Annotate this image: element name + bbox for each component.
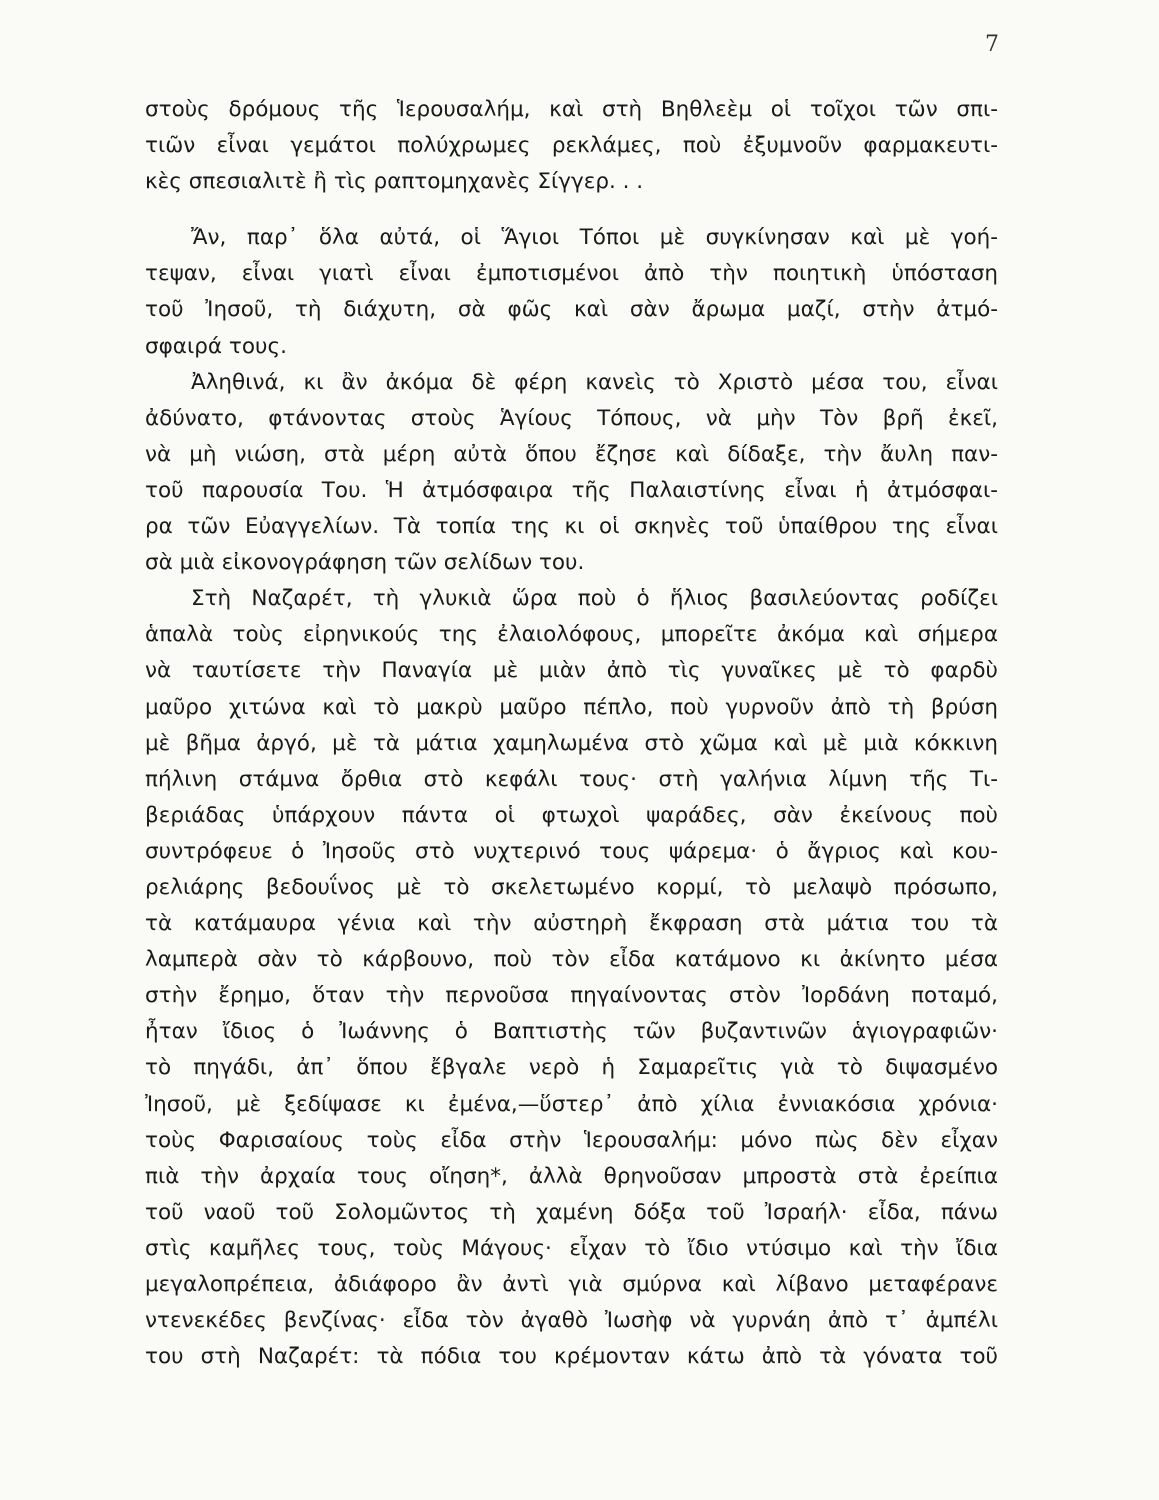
text-line: στὴν ἔρημο, ὅταν τὴν περνοῦσα πηγαίνοντας στὸν Ἰορδάνη ποταμό, (145, 983, 998, 1009)
paragraph (145, 365, 998, 582)
text-line: ἁπαλὰ τοὺς εἰρηνικούς της ἐλαιολόφους, μπορεῖτε ἀκόμα καὶ σήμερα (145, 622, 998, 648)
text-line: του στὴ Ναζαρέτ: τὰ πόδια του κρέμονταν κάτω ἀπὸ τὰ γόνατα τοῦ (145, 1344, 998, 1370)
text-line: τοῦ παρουσία Του. Ἡ ἀτμόσφαιρα τῆς Παλαιστίνης εἶναι ἡ ἀτμόσφαι- (145, 477, 998, 503)
text-line: στὶς καμῆλες τους, τοὺς Μάγους· εἶχαν τὸ ἴδιο ντύσιμο καὶ τὴν ἴδια (145, 1235, 998, 1261)
text-line: τιῶν εἶναι γεμάτοι πολύχρωμες ρεκλάμες, ποὺ ἐξυμνοῦν φαρμακευτι- (145, 133, 998, 159)
text-line: λαμπερὰ σὰν τὸ κάρβουνο, ποὺ τὸν εἶδα κατάμονο κι ἀκίνητο μέσα (145, 947, 998, 973)
text-line: συντρόφευε ὁ Ἰησοῦς στὸ νυχτερινό τους ψάρεμα· ὁ ἄγριος καὶ κου- (145, 838, 998, 864)
text-line: σφαιρά τους. (145, 333, 287, 359)
paragraph (145, 92, 998, 200)
text-line: ἦταν ἴδιος ὁ Ἰωάννης ὁ Βαπτιστὴς τῶν βυζαντινῶν ἁγιογραφιῶν· (145, 1019, 998, 1045)
text-line: κὲς σπεσιαλιτὲ ἢ τὶς ραπτομηχανὲς Σίγγερ. . . (145, 169, 644, 195)
text-line: τεψαν, εἶναι γιατὶ εἶναι ἐμποτισμένοι ἀπὸ τὴν ποιητικὴ ὑπόσταση (145, 261, 998, 287)
text-line: νὰ μὴ νιώση, στὰ μέρη αὐτὰ ὅπου ἔζησε καὶ δίδαξε, τὴν ἄυλη παν- (145, 441, 998, 467)
paragraph-gap (145, 200, 998, 220)
text-line: Ἰησοῦ, μὲ ξεδίψασε κι ἐμένα,—ὕστερ᾿ ἀπὸ χίλια ἐννιακόσια χρόνια· (145, 1091, 998, 1117)
text-line: Ἀληθινά, κι ἂν ἀκόμα δὲ φέρη κανεὶς τὸ Χριστὸ μέσα του, εἶναι (191, 369, 998, 395)
text-line: τοῦ Ἰησοῦ, τὴ διάχυτη, σὰ φῶς καὶ σὰν ἄρωμα μαζί, στὴν ἀτμό- (145, 297, 998, 323)
text-line: Ἄν, παρ᾿ ὅλα αὐτά, οἱ Ἅγιοι Τόποι μὲ συγκίνησαν καὶ μὲ γοή- (191, 225, 998, 251)
text-line: τὰ κατάμαυρα γένια καὶ τὴν αὐστηρὴ ἔκφραση στὰ μάτια του τὰ (145, 911, 998, 937)
page-number: 7 (985, 32, 999, 57)
page-body (145, 92, 998, 1375)
text-line: στοὺς δρόμους τῆς Ἱερουσαλήμ, καὶ στὴ Βηθλεὲμ οἱ τοῖχοι τῶν σπι- (145, 97, 998, 122)
text-line: βεριάδας ὑπάρχουν πάντα οἱ φτωχοὶ ψαράδες, σὰν ἐκείνους ποὺ (145, 802, 998, 828)
text-line: πήλινη στάμνα ὄρθια στὸ κεφάλι τους· στὴ γαλήνια λίμνη τῆς Τι- (145, 766, 998, 792)
text-line: Στὴ Ναζαρέτ, τὴ γλυκιὰ ὥρα ποὺ ὁ ἥλιος βασιλεύοντας ροδίζει (191, 586, 998, 612)
text-line: τοὺς Φαρισαίους τοὺς εἶδα στὴν Ἱερουσαλήμ: μόνο πὼς δὲν εἶχαν (145, 1127, 998, 1153)
text-line: ρα τῶν Εὐαγγελίων. Τὰ τοπία της κι οἱ σκηνὲς τοῦ ὑπαίθρου της εἶναι (145, 514, 998, 540)
paragraph (145, 581, 998, 1375)
text-line: τοῦ ναοῦ τοῦ Σολομῶντος τὴ χαμένη δόξα τοῦ Ἰσραήλ· εἶδα, πάνω (145, 1199, 998, 1225)
text-line: μαῦρο χιτώνα καὶ τὸ μακρὺ μαῦρο πέπλο, ποὺ γυρνοῦν ἀπὸ τὴ βρύση (145, 694, 998, 720)
text-line: ἀδύνατο, φτάνοντας στοὺς Ἁγίους Τόπους, νὰ μὴν Τὸν βρῆ ἐκεῖ, (145, 405, 998, 431)
text-line: τὸ πηγάδι, ἀπ᾿ ὅπου ἔβγαλε νερὸ ἡ Σαμαρεῖτις γιὰ τὸ διψασμένο (145, 1055, 998, 1081)
text-line: μὲ βῆμα ἀργό, μὲ τὰ μάτια χαμηλωμένα στὸ χῶμα καὶ μὲ μιὰ κόκκινη (145, 730, 998, 756)
text-line: μεγαλοπρέπεια, ἀδιάφορο ἂν ἀντὶ γιὰ σμύρνα καὶ λίβανο μεταφέρανε (145, 1272, 998, 1297)
text-line: σὰ μιὰ εἰκονογράφηση τῶν σελίδων του. (145, 550, 585, 576)
text-line: νὰ ταυτίσετε τὴν Παναγία μὲ μιὰν ἀπὸ τὶς γυναῖκες μὲ τὸ φαρδὺ (145, 658, 998, 684)
text-line: ντενεκέδες βενζίνας· εἶδα τὸν ἀγαθὸ Ἰωσὴφ νὰ γυρνάη ἀπὸ τ᾿ ἀμπέλι (145, 1308, 998, 1334)
text-line: πιὰ τὴν ἀρχαία τους οἴηση*, ἀλλὰ θρηνοῦσαν μπροστὰ στὰ ἐρείπια (145, 1163, 998, 1189)
paragraph (145, 220, 998, 364)
text-line: ρελιάρης βεδουΐνος μὲ τὸ σκελετωμένο κορμί, τὸ μελαψὸ πρόσωπο, (145, 874, 998, 900)
